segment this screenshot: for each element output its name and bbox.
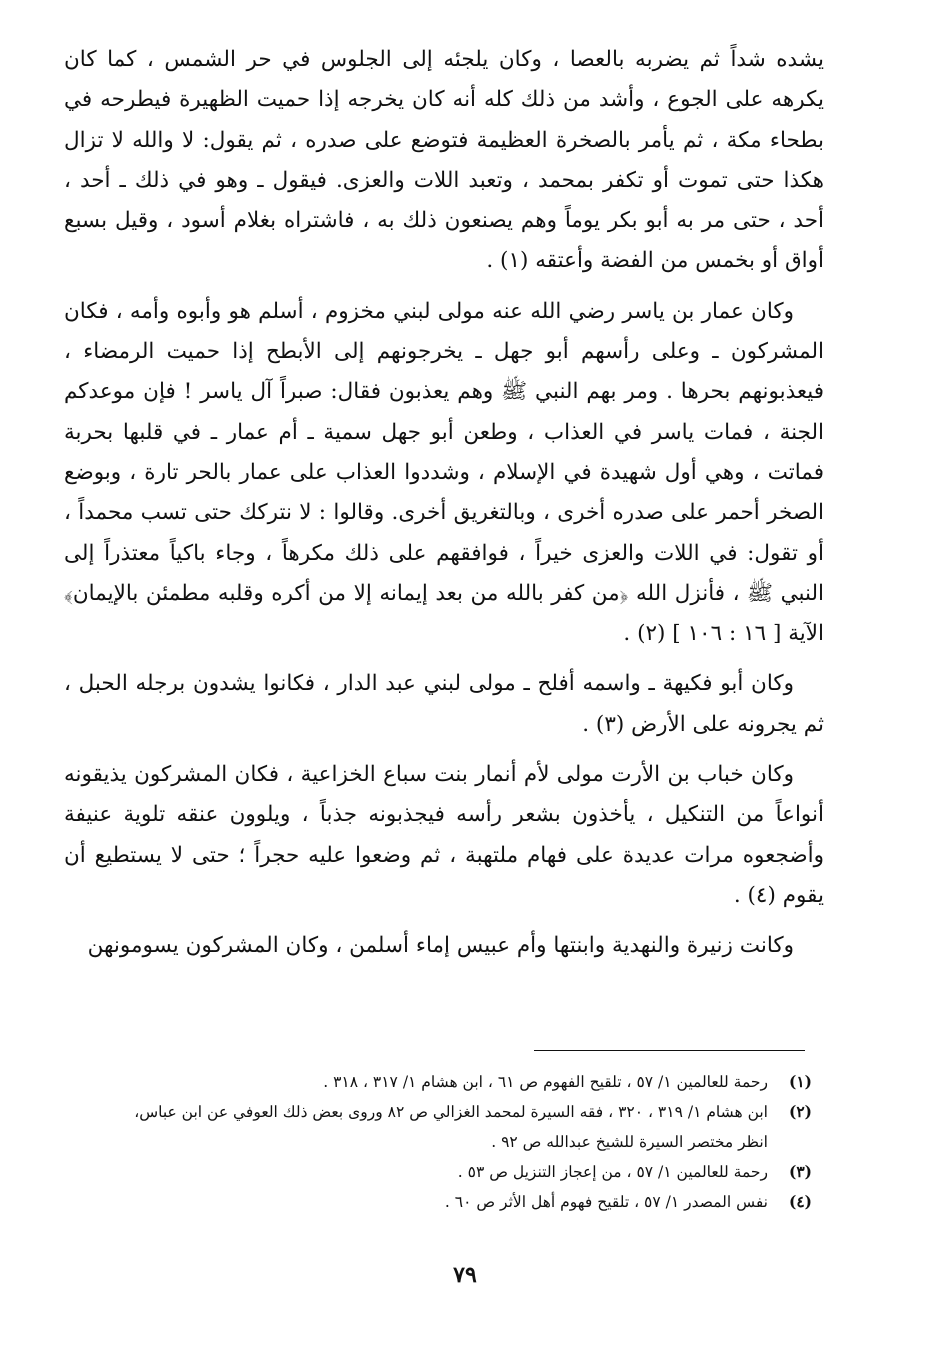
footnote-number: (٢) [788,1102,812,1121]
footnote [64,1187,812,1217]
footnote-text: رحمة للعالمين ١/ ٥٧ ، من إعجاز التنزيل ص ٥٣ . [457,1163,768,1181]
footnote [64,1097,812,1127]
page-number: ٧٩ [453,1262,477,1288]
body-paragraph: وكان أبو فكيهة ـ واسمه أفلح ـ مولى لبني عبد الدار ، فكانوا يشدون برجله الحبل ، ثم يجرونه على الأرض (٣) . [64,671,824,737]
footnote-text: ابن هشام ١/ ٣١٩ ، ٣٢٠ ، فقه السيرة لمحمد الغزالي ص ٨٢ وروى بعض ذلك العوفي عن ابن عباس، [134,1103,768,1121]
footnote-continuation: انظر مختصر السيرة للشيخ عبدالله ص ٩٢ . [491,1133,768,1151]
main-text [64,40,824,967]
footnote-number: (٣) [788,1162,812,1181]
body-paragraph: وكانت زنيرة والنهدية وابنتها وأم عبيس إماء أسلمن ، وكان المشركون يسومونهن [87,933,794,959]
body-paragraph: وكان عمار بن ياسر رضي الله عنه مولى لبني مخزوم ، أسلم هو وأبوه وأمه ، فكان المشركون ـ وعلى رأسهم أبو جهل ـ يخرجونهم إلى الأبطح إذا حميت الرمضاء ، فيعذبونهم بحرها . ومر بهم النبي ﷺ وهم يعذبون فقال: صبراً آل ياسر ! فإن موعدكم الجنة ، فمات ياسر في العذاب ، وطعن أبو جهل سمية ـ أم عمار ـ في قلبها بحربة فماتت ، وهي أول شهيدة في الإسلام ، وشددوا العذاب على عمار بالحر تارة ، وبوضع الصخر أحمر على صدره أخرى ، وبالتغريق أخرى. وقالوا : لا نتركك حتى تسب محمداً ، أو تقول: في اللات والعزى خيراً ، فوافقهم على ذلك مكرهاً ، وجاء باكياً معتذراً إلى النبي ﷺ ، فأنزل الله ﴿من كفر بالله من بعد إيمانه إلا من أكره وقلبه مطمئن بالإيمان﴾ الآية [ ١٦ : ١٠٦ ] (٢) . [64,298,824,647]
footnotes [64,1067,812,1217]
footnote-text: رحمة للعالمين ١/ ٥٧ ، تلقيح الفهوم ص ٦١ ، ابن هشام ١/ ٣١٧ ، ٣١٨ . [323,1073,768,1091]
body-paragraph: يشده شداً ثم يضربه بالعصا ، وكان يلجئه إلى الجلوس في حر الشمس ، كما كان يكرهه على الجوع ، وأشد من ذلك كله أنه كان يخرجه إذا حميت الظهيرة فيطرحه في بطحاء مكة ، ثم يأمر بالصخرة العظيمة فتوضع على صدره ، ثم يقول: لا والله لا تزال هكذا حتى تموت أو تكفر بمحمد ، وتعبد اللات والعزى. فيقول ـ وهو في ذلك ـ أحد ، أحد ، حتى مر به أبو بكر يوماً وهم يصنعون ذلك به ، فاشتراه بغلام أسود ، وقيل بسبع أواق أو بخمس من الفضة وأعتقه (١) . [64,47,824,274]
body-paragraph: وكان خباب بن الأرت مولى لأم أنمار بنت سباع الخزاعية ، فكان المشركون يذيقونه أنواعاً من التنكيل ، يأخذون بشعر رأسه فيجذبونه جذباً ، ويلوون عنقه تلوية عنيفة وأضجعوه مرات عديدة على فهام ملتهبة ، ثم وضعوا عليه حجراً ؛ حتى لا يستطيع أن يقوم (٤) . [64,762,824,908]
footnote-text: نفس المصدر ١/ ٥٧ ، تلقيح فهوم أهل الأثر ص ٦٠ . [444,1193,768,1211]
footnote-number: (٤) [788,1192,812,1211]
footnote [64,1157,812,1187]
footnote-number: (١) [788,1072,812,1091]
footnote [64,1067,812,1097]
footnote-separator [534,1050,805,1051]
